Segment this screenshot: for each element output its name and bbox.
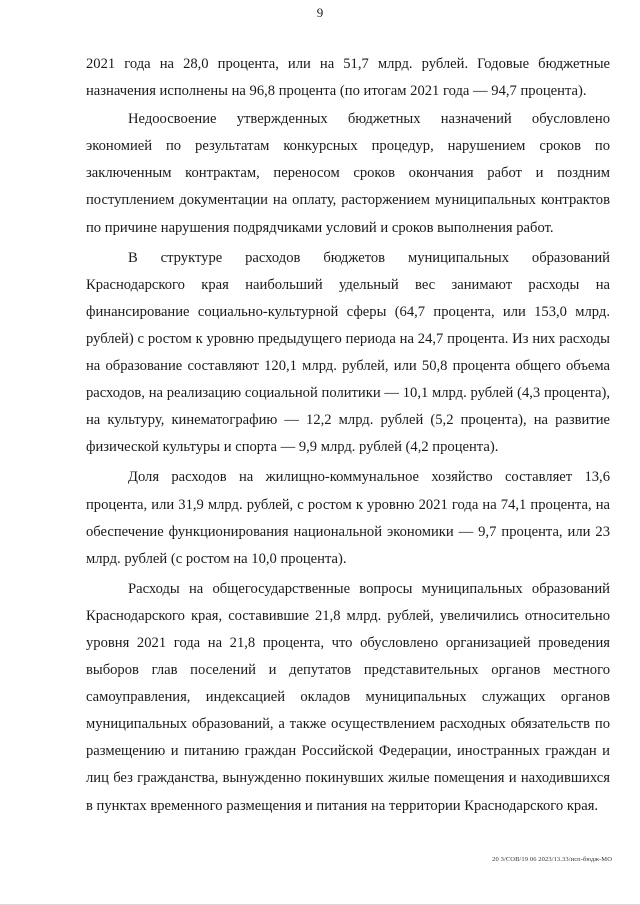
paragraph-3: В структуре расходов бюджетов муниципальных образований Краснодарского края наибольший удельный вес занимают расходы на финансирование социально-культурной сферы (64,7 процента, или 153,0 млрд. рублей) с ростом к уровню предыдущего периода на 24,7 процента. Из них расходы на образование составляют 120,1 млрд. рублей, или 50,8 процента общего объема расходов, на реализацию социальной политики — 10,1 млрд. рублей (4,3 процента), на культуру, кинематографию — 12,2 млрд. рублей (5,2 процента), на развитие физической культуры и спорта — 9,9 млрд. рублей (4,2 процента).: [86, 249, 610, 456]
page-number: 9: [316, 5, 324, 20]
paragraph-4: Доля расходов на жилищно-коммунальное хозяйство составляет 13,6 процента, или 31,9 млрд. рублей, с ростом к уровню 2021 года на 74,1 процента, на обеспечение функционирования национальной экономики — 9,7 процента, или 23 млрд. рублей (с ростом на 10,0 процента).: [86, 469, 610, 567]
document-body: [86, 51, 610, 820]
paragraph-2: Недоосвоение утвержденных бюджетных назначений обусловлено экономией по результатам конкурсных процедур, нарушением сроков по заключенным контрактам, переносом сроков окончания работ и поздним поступлением документации на оплату, расторжением муниципальных контрактов по причине нарушения подрядчиками условий и сроков выполнения работ.: [86, 111, 610, 236]
footer-document-code: 20 3/СОВ/19 06 2023/13.33/исп-бюдж-МО: [492, 856, 612, 863]
paragraph-5: Расходы на общегосударственные вопросы муниципальных образований Краснодарского края, составившие 21,8 млрд. рублей, увеличились относительно уровня 2021 года на 21,8 процента, что обусловлено организацией проведения выборов глав поселений и депутатов представительных органов местного самоуправления, индексацией окладов муниципальных служащих органов муниципальных образований, а также осуществлением расходных обязательств по размещению и питанию граждан Российской Федерации, иностранных граждан и лиц без гражданства, вынужденно покинувших жилые помещения и находившихся в пунктах временного размещения и питания на территории Краснодарского края.: [86, 580, 610, 814]
paragraph-1: 2021 года на 28,0 процента, или на 51,7 млрд. рублей. Годовые бюджетные назначения исполнены на 96,8 процента (по итогам 2021 года — 94,7 процента).: [86, 56, 610, 100]
